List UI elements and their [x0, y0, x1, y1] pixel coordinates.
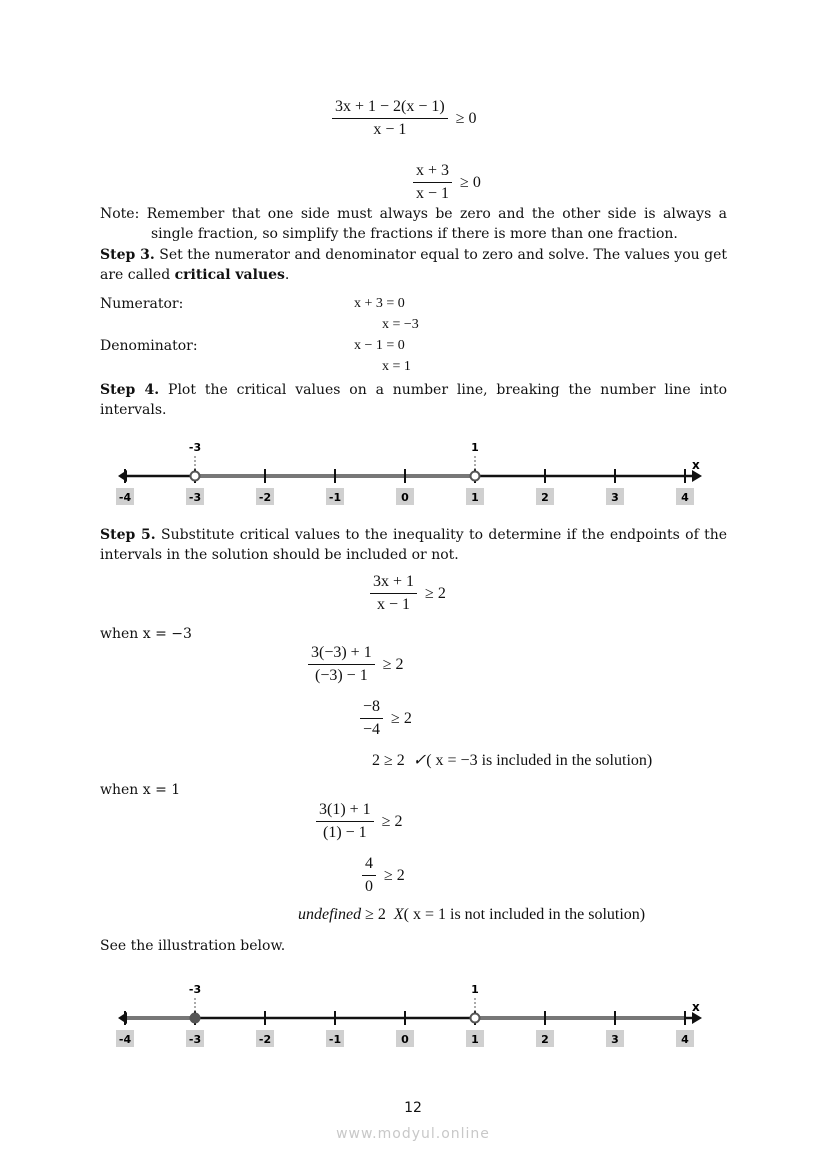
- tick-label: 1: [471, 1033, 479, 1046]
- denominator-eq2: x = 1: [382, 359, 411, 374]
- open-point: [471, 472, 480, 481]
- numerator-eq2: x = −3: [382, 317, 419, 332]
- tick-label: 2: [541, 1033, 549, 1046]
- step3-label: Step 3.: [100, 247, 155, 263]
- relation: ≥ 0: [455, 109, 477, 127]
- undefined-word: undefined: [298, 906, 362, 923]
- numerator: x + 3: [413, 162, 452, 183]
- relation: ≥ 2: [391, 709, 412, 727]
- result: ≥ 2: [365, 906, 386, 923]
- watermark: www.modyul.online: [336, 1126, 490, 1142]
- closed-point: [191, 1014, 200, 1023]
- case2-step1: [316, 801, 402, 842]
- inequality: [370, 573, 446, 614]
- denominator: x − 1: [373, 121, 407, 138]
- numerator: 3(1) + 1: [316, 801, 374, 822]
- denominator: 0: [365, 878, 373, 895]
- numerator: 3x + 1: [370, 573, 417, 594]
- case2-result: [298, 906, 645, 924]
- numerator: 3x + 1 − 2(x − 1): [332, 98, 448, 119]
- note: [100, 204, 727, 244]
- note-line2: single fraction, so simplify the fractions if there is more than one fraction.: [151, 226, 678, 242]
- tick-label: -2: [258, 491, 272, 504]
- axis-label: x: [692, 1000, 700, 1014]
- tick-label: -4: [118, 1033, 132, 1046]
- relation: ≥ 2: [382, 655, 404, 673]
- tick-label: -1: [328, 491, 342, 504]
- number-line-2: [100, 970, 720, 1050]
- relation: ≥ 2: [384, 866, 405, 884]
- see-illustration: See the illustration below.: [100, 938, 286, 954]
- comment: ( x = 1 is not included in the solution): [403, 906, 646, 923]
- denominator: (1) − 1: [323, 824, 367, 841]
- note-label: Note:: [100, 206, 140, 222]
- tick-label: 0: [401, 491, 409, 504]
- equation-step2-b: [413, 162, 481, 203]
- tick-label: -2: [258, 1033, 272, 1046]
- period: .: [284, 267, 290, 283]
- equation-step2-a: [332, 98, 477, 139]
- case1-result: [372, 750, 652, 770]
- relation: ≥ 0: [460, 173, 481, 191]
- critical-value-label: -3: [188, 441, 202, 454]
- tick-label: 1: [471, 491, 479, 504]
- check-icon: ✓: [412, 752, 427, 769]
- x-mark-icon: X: [393, 906, 404, 923]
- denominator: x − 1: [416, 185, 450, 202]
- number-line-1: [100, 435, 720, 515]
- step4-label: Step 4.: [100, 382, 160, 398]
- relation: ≥ 2: [381, 812, 403, 830]
- axis-label: x: [692, 458, 700, 472]
- tick-label: 4: [681, 491, 689, 504]
- relation: ≥ 2: [425, 584, 446, 602]
- denominator: x − 1: [377, 596, 411, 613]
- step4-paragraph: [100, 380, 727, 420]
- step5-paragraph: [100, 525, 727, 565]
- tick-label: -4: [118, 491, 132, 504]
- denominator: (−3) − 1: [315, 667, 368, 684]
- tick-label: 3: [611, 1033, 619, 1046]
- result: 2 ≥ 2: [372, 752, 405, 769]
- tick-label: 4: [681, 1033, 689, 1046]
- tick-label: 3: [611, 491, 619, 504]
- critical-values-term: critical values: [174, 267, 285, 283]
- numerator: 3(−3) + 1: [308, 644, 375, 665]
- case1-step1: [308, 644, 403, 685]
- step5-text: Substitute critical values to the inequality to determine if the endpoints of the intervals in the solution should be included or not.: [100, 527, 728, 563]
- case2-label: when x = 1: [100, 782, 181, 798]
- open-point: [191, 472, 200, 481]
- denominator-label: Denominator:: [100, 338, 198, 354]
- open-point: [471, 1014, 480, 1023]
- tick-label: 0: [401, 1033, 409, 1046]
- case1-label: when x = −3: [100, 626, 192, 642]
- critical-value-label: 1: [471, 441, 479, 454]
- tick-label: 2: [541, 491, 549, 504]
- denominator: −4: [363, 721, 381, 738]
- numerator: 4: [362, 855, 376, 876]
- numerator-label: Numerator:: [100, 296, 184, 312]
- tick-label: -3: [188, 1033, 202, 1046]
- case1-step2: [360, 698, 412, 739]
- tick-label: -3: [188, 491, 202, 504]
- step3-text: Set the numerator and denominator equal to zero and solve. The values you get are called: [100, 247, 728, 283]
- page-number: 12: [404, 1100, 422, 1116]
- critical-value-label: 1: [471, 983, 479, 996]
- critical-value-label: -3: [188, 983, 202, 996]
- case2-step2: [362, 855, 405, 896]
- denominator-eq1: x − 1 = 0: [354, 338, 405, 353]
- step3-paragraph: [100, 245, 727, 285]
- numerator: −8: [360, 698, 383, 719]
- numerator-eq1: x + 3 = 0: [354, 296, 405, 311]
- note-line1: Remember that one side must always be zero and the other side is always a: [146, 206, 727, 222]
- step4-text: Plot the critical values on a number line, breaking the number line into intervals.: [100, 382, 728, 418]
- comment: ( x = −3 is included in the solution): [426, 752, 653, 769]
- tick-label: -1: [328, 1033, 342, 1046]
- step5-label: Step 5.: [100, 527, 156, 543]
